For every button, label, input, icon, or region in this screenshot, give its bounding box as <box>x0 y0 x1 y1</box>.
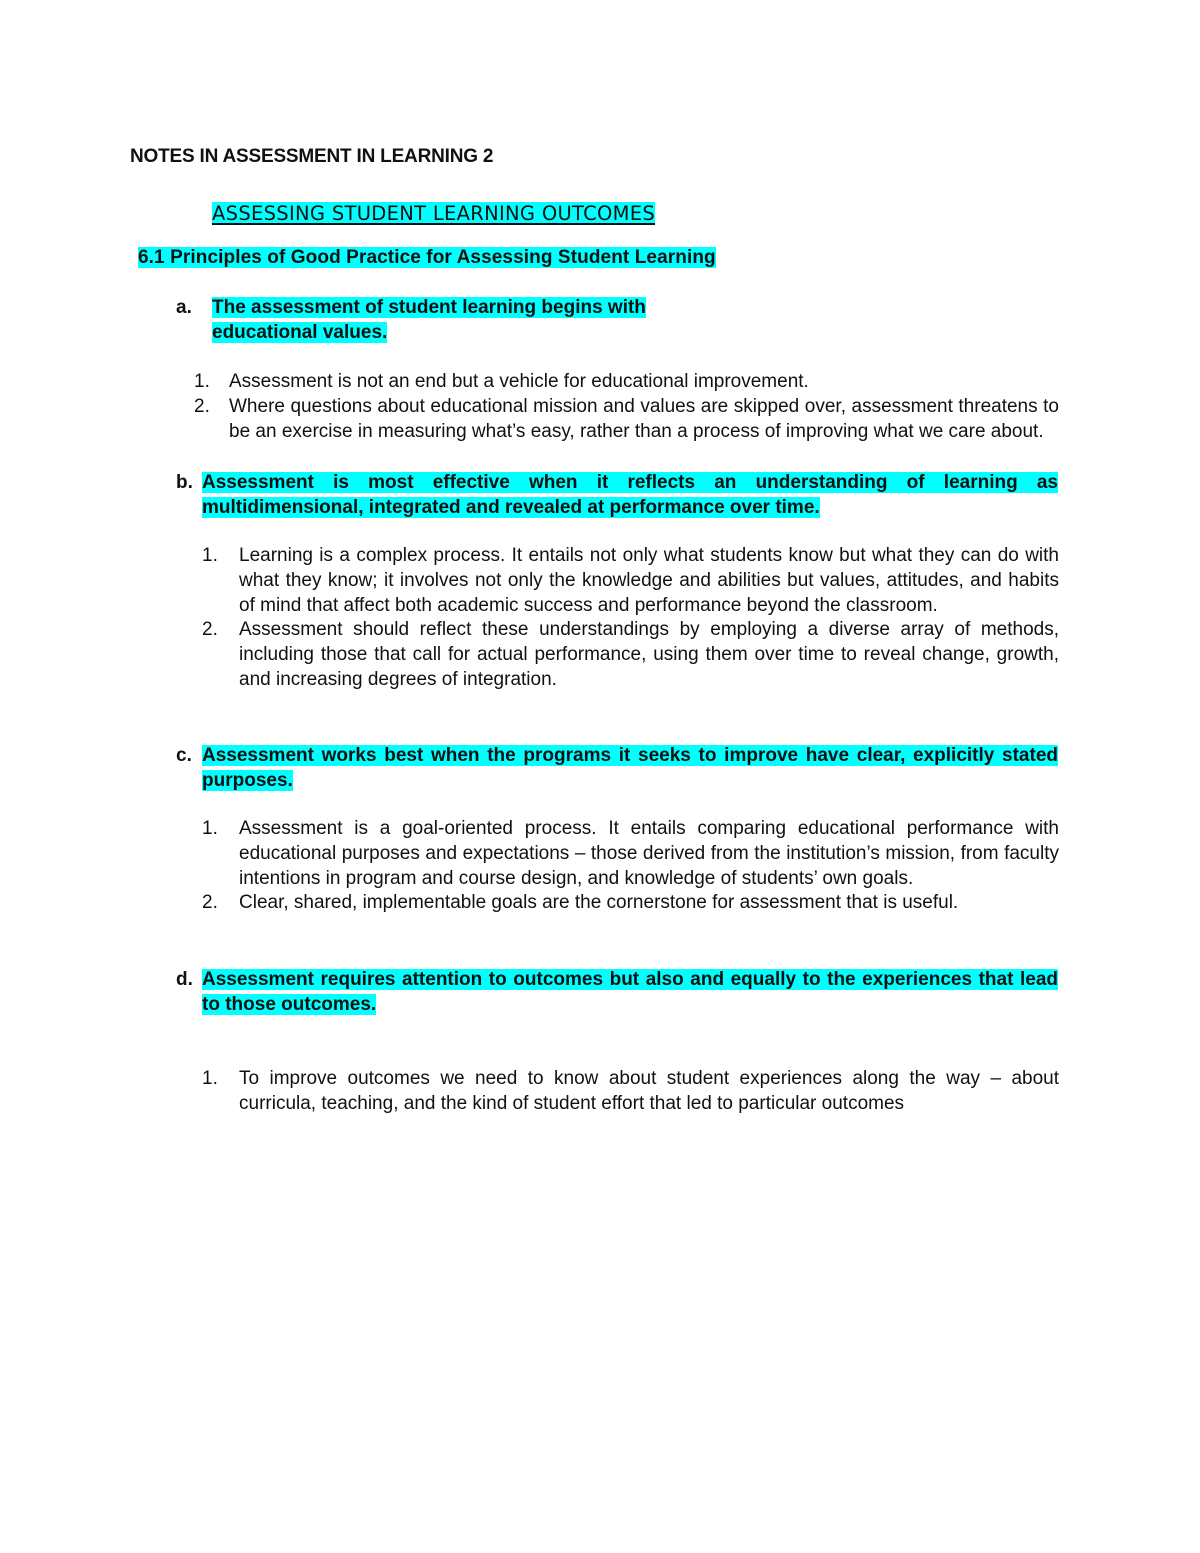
list-item-text: Where questions about educational mission and values are skipped over, assessment threatens to be an exercise in measuring what’s easy, rather than a process of improving what we care about. <box>229 395 1059 442</box>
principle-heading: The assessment of student learning begins with educational values. <box>212 297 646 343</box>
principle-b-items <box>202 544 1059 693</box>
list-item-number: 2. <box>202 619 218 641</box>
list-item-number: 1. <box>202 545 218 566</box>
document-title: NOTES IN ASSESSMENT IN LEARNING 2 <box>130 146 494 167</box>
list-item <box>202 817 1059 891</box>
principle-heading: Assessment works best when the programs it seeks to improve have clear, explicitly stated purposes. <box>202 745 1058 791</box>
list-item-text: Assessment is not an end but a vehicle for educational improvement. <box>229 371 809 392</box>
principle-heading: Assessment requires attention to outcomes but also and equally to the experiences that lead to those outcomes. <box>202 969 1058 1015</box>
principle-letter: a. <box>176 297 192 318</box>
list-item <box>202 618 1059 692</box>
list-item-text: Clear, shared, implementable goals are the cornerstone for assessment that is useful. <box>239 892 959 914</box>
principle-c-items <box>202 817 1059 916</box>
principle-heading: Assessment is most effective when it reflects an understanding of learning as multidimensional, integrated and revealed at performance over time. <box>202 472 1058 518</box>
list-item <box>202 891 1059 916</box>
list-item <box>194 395 1059 445</box>
list-item-text: To improve outcomes we need to know about student experiences along the way – about curricula, teaching, and the kind of student effort that led to particular outcomes <box>239 1068 1059 1114</box>
list-item-number: 2. <box>194 395 210 417</box>
list-item <box>202 544 1059 618</box>
subsection-heading-text: 6.1 Principles of Good Practice for Assessing Student Learning <box>138 247 716 268</box>
subsection-heading <box>138 244 716 272</box>
list-item <box>194 370 1059 395</box>
principle-letter: d. <box>176 969 193 990</box>
principle-letter: b. <box>176 472 193 493</box>
list-item-number: 1. <box>202 1068 218 1089</box>
principle-a-items <box>194 370 1059 444</box>
principle-letter: c. <box>176 745 192 766</box>
principle-d-items <box>202 1067 1059 1117</box>
list-item-text: Learning is a complex process. It entails not only what students know but what they can do with what they know; it involves not only the knowledge and abilities but values, attitudes, and habits of mind that affect both academic success and performance beyond the classroom. <box>239 545 1059 616</box>
list-item-number: 1. <box>202 818 218 839</box>
list-item <box>202 1067 1059 1117</box>
list-item-text: Assessment is a goal-oriented process. It entails comparing educational performance with educational purposes and expectations – those derived from the institution’s mission, from faculty intentions in program and course design, and knowledge of students’ own goals. <box>239 818 1059 889</box>
section-heading <box>212 200 655 228</box>
list-item-number: 1. <box>194 371 210 392</box>
list-item-number: 2. <box>202 892 218 914</box>
section-heading-text: ASSESSING STUDENT LEARNING OUTCOMES <box>212 202 656 225</box>
list-item-text: Assessment should reflect these understandings by employing a diverse array of methods, including those that call for actual performance, using them over time to reveal change, growth, and increasing degrees of integration. <box>239 619 1059 690</box>
